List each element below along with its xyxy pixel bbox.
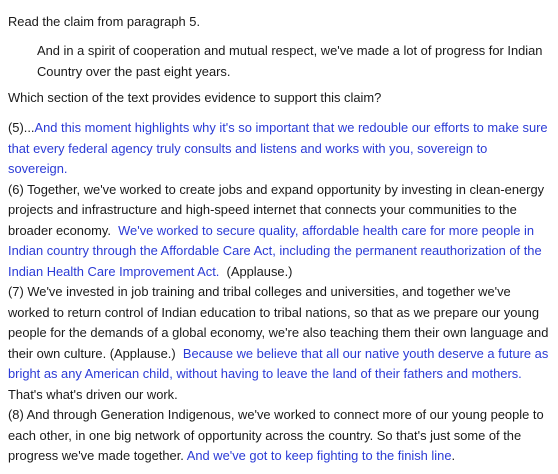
paragraph-6-applause: (Applause.) [226,263,293,279]
paragraph-6 [8,180,550,283]
paragraph-5-number: (5)... [8,120,35,135]
paragraph-6-text: (6) Together, we've worked to create jobs and expand opportunity by investing in clean-energy projects and infrastructure and high-speed internet that connects your communities to the broader economy. [8,181,545,238]
paragraph-8-text: (8) And through Generation Indigenous, we've worked to connect more of our young people to each other, in one big network of opportunity across the country. So that's just some of the progress we've made together. [8,407,544,463]
paragraph-8-period: . [451,448,456,463]
paragraph-7-text: (7) We've invested in job training and tribal colleges and universities, and together we've worked to return control of Indian education to tribal nations, so that as we prepare our young people for the demands of a global economy, we're also teaching them their own language and their own culture. (Applause.) [8,284,549,361]
paragraph-7-closing: That's what's driven our work. [8,386,178,402]
paragraph-5 [8,118,550,180]
answer-option-4[interactable]: And we've got to keep fighting to the finish line [186,448,452,463]
prompt-text: Read the claim from paragraph 5. [8,14,201,29]
paragraph-8 [8,405,550,467]
question-text: Which section of the text provides evidence to support this claim? [8,89,382,105]
answer-option-1[interactable]: And this moment highlights why it's so important that we redouble our efforts to make sure that every federal agency truly consults and listens and works with you, sovereign to sovereign. [8,120,548,176]
paragraph-7 [8,282,550,405]
answer-option-2[interactable]: We've worked to secure quality, affordable health care for more people in Indian country through the Affordable Care Act, including the permanent reauthorization of the Indian Health Care Improvement Act. [8,222,542,279]
claim-quote: And in a spirit of cooperation and mutual respect, we've made a lot of progress for Indian Country over the past eight years. [37,42,543,79]
answer-option-3[interactable]: Because we believe that all our native youth deserve a future as bright as any American child, without having to leave the land of their fathers and mothers. [8,345,549,381]
